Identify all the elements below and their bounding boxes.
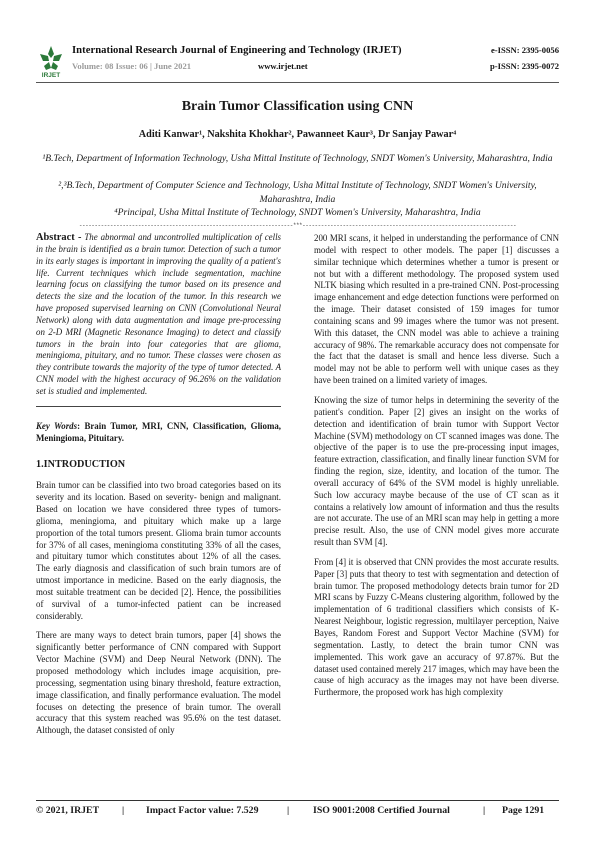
abstract-text: The abnormal and uncontrolled multiplication of cells in the brain is identified as a brain tumor. Detection of such a tumor in its early stages is important in improving the quality of a patient's life. Current techniques which include segmentation, machine learning focus on classifying the tumor based on its presence and detects the size and the location of the tumor. In this research we have proposed supervised learning on CNN (Convolutional Neural Network) along with data augmentation and image pre-processing on 2-D MRI (Magnetic Resonance Imaging) to detect and classify tumors in the brain into four categories that are glioma, meningioma, pituitary, and no tumor. These classes were chosen as they contribute towards the majority of the type of tumor detected. A CNN model with the highest accuracy of 96.26% on the validation set is studied and implemented. xyxy=(36,232,281,396)
section-separator: ---------------------------------------------------------------------***--------------------------------------------------------------------- xyxy=(78,222,517,229)
footer-iso: ISO 9001:2008 Certified Journal xyxy=(313,805,450,816)
keywords xyxy=(36,421,281,445)
keywords-text: : Brain Tumor, MRI, CNN, Classification, Glioma, Meningioma, Pituitary. xyxy=(36,420,281,443)
journal-title: International Research Journal of Engineering and Technology (IRJET) xyxy=(72,45,402,56)
right-column xyxy=(314,233,559,707)
footer-divider xyxy=(36,800,559,801)
left-column xyxy=(36,232,281,745)
intro-paragraph-1: Brain tumor can be classified into two broad categories based on its severity and its location. Based on severity- benign and malignant. Based on location we have considered three types of tumors- glioma, meningioma, and pituitary which make up a large proportion of the total tumors present. Glioma brain tumor accounts for 37% of all cases, meningioma constituting 33% of all the cases, and pituitary tumor which constitutes about 12% of all the cases. The early diagnosis and classification of such brain tumors are of utmost importance in medicine. Based on the early diagnosis, the most suitable treatment can be decided [2]. Hence, the possibilities of survival of a tumor-infected patient can be increased considerably. xyxy=(36,480,281,621)
abstract-label: Abstract - xyxy=(36,232,82,243)
footer-divider-3: | xyxy=(483,805,486,816)
footer-page-number: Page 1291 xyxy=(502,805,545,816)
paper-title: Brain Tumor Classification using CNN xyxy=(181,99,414,114)
keywords-label: Key Words xyxy=(36,420,78,431)
footer-copyright: © 2021, IRJET xyxy=(36,805,100,816)
paper-authors: Aditi Kanwar¹, Nakshita Khokhar², Pawanneet Kaur³, Dr Sanjay Pawar⁴ xyxy=(138,129,457,140)
abstract-divider xyxy=(36,406,281,407)
abstract xyxy=(36,232,281,398)
journal-header xyxy=(36,44,559,82)
footer-divider-2: | xyxy=(287,805,290,816)
right-paragraph-1: 200 MRI scans, it helped in understanding the performance of CNN model with respect to other models. The paper [1] discusses a similar technique which determines whether a tumor is present or not but with a different methodology. The proposed system used NLTK biasing which resulted in a pre-trained CNN. Post-processing image enhancement and edge detection functions were performed on the image. Their dataset consisted of 159 images for tumor containing scans and 99 images where the tumor was not present. With this dataset, the CNN model was able to achieve a training accuracy of 98%. The remarkable accuracy does not compensate for the fact that the dataset is small and hence less diverse. Such a model may not be able to perform well with unique cases as they have been trained on a limited variety of images. xyxy=(314,233,559,386)
header-divider xyxy=(36,82,559,83)
affiliation-3: ⁴Principal, Usha Mittal Institute of Technology, SNDT Women's University, Maharashtra, India xyxy=(114,207,481,218)
footer-divider-1: | xyxy=(122,805,125,816)
footer-impact-factor: Impact Factor value: 7.529 xyxy=(146,805,259,816)
section-heading-introduction: 1.INTRODUCTION xyxy=(36,458,126,470)
right-paragraph-2: Knowing the size of tumor helps in determining the severity of the patient's condition. Paper [2] gives an insight on the works of detection and identification of brain tumor with Support Vector Machine (SVM) methodology on CT scanned images was done. The objective of the paper is to use the pre-processing input images, feature extraction, classification, and finally linear function SVM for finding the region, size, identity, and location of the tumor. The overall accuracy of 64% of the SVM model is highly unreliable. Such low accuracy maybe because of the use of CT scan as it contains a relatively low amount of information and thus the results are not accurate. The use of an MRI scan may help in getting a more precise result. Also, the use of CNN model gives more accurate result than SVM [4]. xyxy=(314,394,559,548)
p-issn: p-ISSN: 2395-0072 xyxy=(490,61,559,71)
volume-issue: Volume: 08 Issue: 06 | June 2021 xyxy=(72,61,192,71)
affiliation-2: ²,³B.Tech, Department of Computer Science and Technology, Usha Mittal Institute of Technology, SNDT Women's University, Maharashtra, India xyxy=(58,180,537,205)
intro-paragraph-2: There are many ways to detect brain tumors, paper [4] shows the significantly better performance of CNN compared with Support Vector Machine (SVM) and Deep Neural Network (DNN). The proposed methodology which includes image acquisition, pre-processing, segmentation using binary threshold, feature extraction, image classification, and finally performance evaluation. The model focuses on detecting the presence of brain tumor. The overall accuracy that this system reached was 95.6% on the test dataset. Although, the dataset consisted of only xyxy=(36,630,281,736)
logo-text: IRJET xyxy=(41,72,61,79)
right-paragraph-3: From [4] it is observed that CNN provides the most accurate results. Paper [3] puts that theory to test with segmentation and detection of brain tumor. The proposed methodology detects brain tumor for 2D MRI scans by Fuzzy C-Means clustering algorithm, followed by the implementation of 6 traditional classifiers which consists of K-Nearest Neighbour, logistic regression, multilayer perception, Naive Bayes, Random Forest and Support Vector Machine (SVM) for segmentation. Lastly, to detect the brain tumor CNN was implemented. This work gave an accuracy of 97.87%. But the dataset used contained merely 217 images, which may have been the cause of high accuracy as the images may not have been diverse. Furthermore, the proposed work has high complexity xyxy=(314,556,559,698)
e-issn: e-ISSN: 2395-0056 xyxy=(490,45,559,55)
journal-website[interactable]: www.irjet.net xyxy=(258,61,308,71)
affiliation-1: ¹B.Tech, Department of Information Technology, Usha Mittal Institute of Technology, SNDT Women's University, Maharashtra, India xyxy=(42,153,553,164)
